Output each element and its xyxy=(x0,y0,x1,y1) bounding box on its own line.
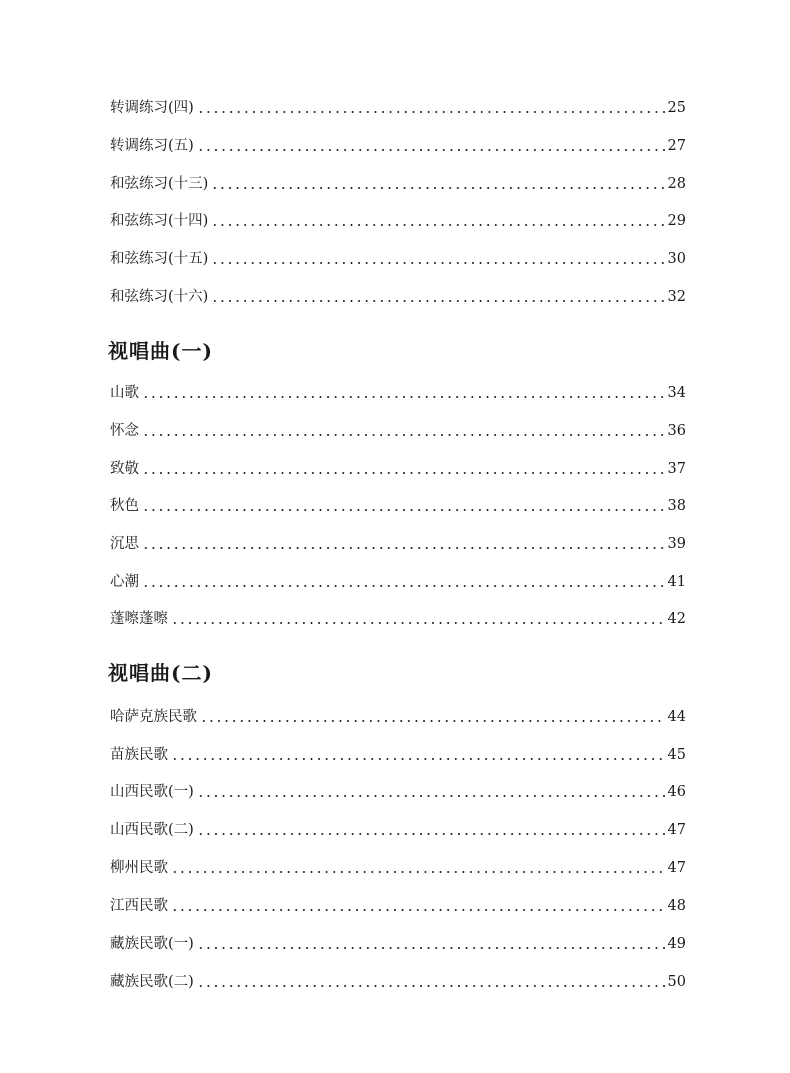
toc-entry-title: 柳州民歌 xyxy=(110,860,168,876)
toc-entry[interactable] xyxy=(110,853,686,877)
section-heading: 视唱曲(二) xyxy=(108,661,213,685)
toc-entry-page: 46 xyxy=(667,784,686,800)
dot-leader xyxy=(171,871,665,873)
toc-entry[interactable] xyxy=(110,454,686,478)
toc-entry-title: 山歌 xyxy=(110,385,139,401)
toc-entry-title: 和弦练习(十五) xyxy=(110,251,209,267)
toc-entry-title: 苗族民歌 xyxy=(110,747,168,763)
toc-entry[interactable] xyxy=(110,282,686,306)
dot-leader xyxy=(197,149,665,151)
dot-leader xyxy=(142,396,665,398)
toc-entry[interactable] xyxy=(110,740,686,764)
toc-entry-title: 江西民歌 xyxy=(110,898,168,914)
dot-leader xyxy=(142,547,665,549)
toc-entry-page: 47 xyxy=(667,860,686,876)
toc-entry[interactable] xyxy=(110,93,686,117)
toc-entry[interactable] xyxy=(110,967,686,991)
toc-entry-title: 山西民歌(一) xyxy=(110,784,194,800)
dot-leader xyxy=(200,720,665,722)
dot-leader xyxy=(197,833,665,835)
dot-leader xyxy=(197,795,665,797)
toc-entry-page: 48 xyxy=(667,898,686,914)
toc-entry-page: 34 xyxy=(667,385,686,401)
toc-entry-title: 致敬 xyxy=(110,461,139,477)
dot-leader xyxy=(197,111,665,113)
toc-entry-page: 39 xyxy=(667,536,686,552)
toc-entry[interactable] xyxy=(110,567,686,591)
toc-entry-title: 藏族民歌(二) xyxy=(110,974,194,990)
dot-leader xyxy=(197,947,665,949)
dot-leader xyxy=(171,758,665,760)
toc-entry[interactable] xyxy=(110,702,686,726)
toc-entry-title: 山西民歌(二) xyxy=(110,822,194,838)
toc-entry-page: 30 xyxy=(667,251,686,267)
dot-leader xyxy=(171,622,665,624)
toc-entry[interactable] xyxy=(110,891,686,915)
dot-leader xyxy=(211,224,664,226)
toc-entry[interactable] xyxy=(110,244,686,268)
toc-entry[interactable] xyxy=(110,416,686,440)
toc-entry[interactable] xyxy=(110,929,686,953)
toc-entry[interactable] xyxy=(110,529,686,553)
toc-entry[interactable] xyxy=(110,378,686,402)
toc-entry-page: 37 xyxy=(667,461,686,477)
toc-entry-title: 藏族民歌(一) xyxy=(110,936,194,952)
toc-entry-title: 蓬嚓蓬嚓 xyxy=(110,611,168,627)
toc-entry-title: 转调练习(五) xyxy=(110,138,194,154)
toc-entry[interactable] xyxy=(110,491,686,515)
toc-entry-title: 怀念 xyxy=(110,423,139,439)
toc-entry[interactable] xyxy=(110,815,686,839)
dot-leader xyxy=(142,434,665,436)
toc-entry-page: 38 xyxy=(667,498,686,514)
toc-entry-page: 49 xyxy=(667,936,686,952)
toc-entry-page: 32 xyxy=(667,289,686,305)
toc-entry-title: 秋色 xyxy=(110,498,139,514)
toc-entry-title: 哈萨克族民歌 xyxy=(110,709,197,725)
toc-entry[interactable] xyxy=(110,604,686,628)
dot-leader xyxy=(211,262,664,264)
toc-entry-page: 44 xyxy=(667,709,686,725)
toc-entry[interactable] xyxy=(110,206,686,230)
dot-leader xyxy=(211,187,664,189)
dot-leader xyxy=(142,509,665,511)
dot-leader xyxy=(142,585,665,587)
toc-entry-page: 47 xyxy=(667,822,686,838)
toc-entry-title: 和弦练习(十六) xyxy=(110,289,209,305)
toc-entry-page: 36 xyxy=(667,423,686,439)
toc-entry-page: 45 xyxy=(667,747,686,763)
toc-entry-title: 和弦练习(十三) xyxy=(110,176,209,192)
toc-entry-title: 心潮 xyxy=(110,574,139,590)
toc-entry[interactable] xyxy=(110,777,686,801)
toc-entry-title: 沉思 xyxy=(110,536,139,552)
toc-entry-page: 50 xyxy=(667,974,686,990)
section-heading: 视唱曲(一) xyxy=(108,339,213,363)
toc-entry-title: 转调练习(四) xyxy=(110,100,194,116)
toc-entry-page: 28 xyxy=(667,176,686,192)
toc-entry-page: 29 xyxy=(667,213,686,229)
toc-entry-title: 和弦练习(十四) xyxy=(110,213,209,229)
toc-entry-page: 42 xyxy=(667,611,686,627)
toc-entry-page: 25 xyxy=(667,100,686,116)
dot-leader xyxy=(142,472,665,474)
toc-entry-page: 41 xyxy=(667,574,686,590)
toc-entry[interactable] xyxy=(110,169,686,193)
dot-leader xyxy=(197,985,665,987)
toc-entry-page: 27 xyxy=(667,138,686,154)
toc-entry[interactable] xyxy=(110,131,686,155)
dot-leader xyxy=(211,300,664,302)
dot-leader xyxy=(171,909,665,911)
